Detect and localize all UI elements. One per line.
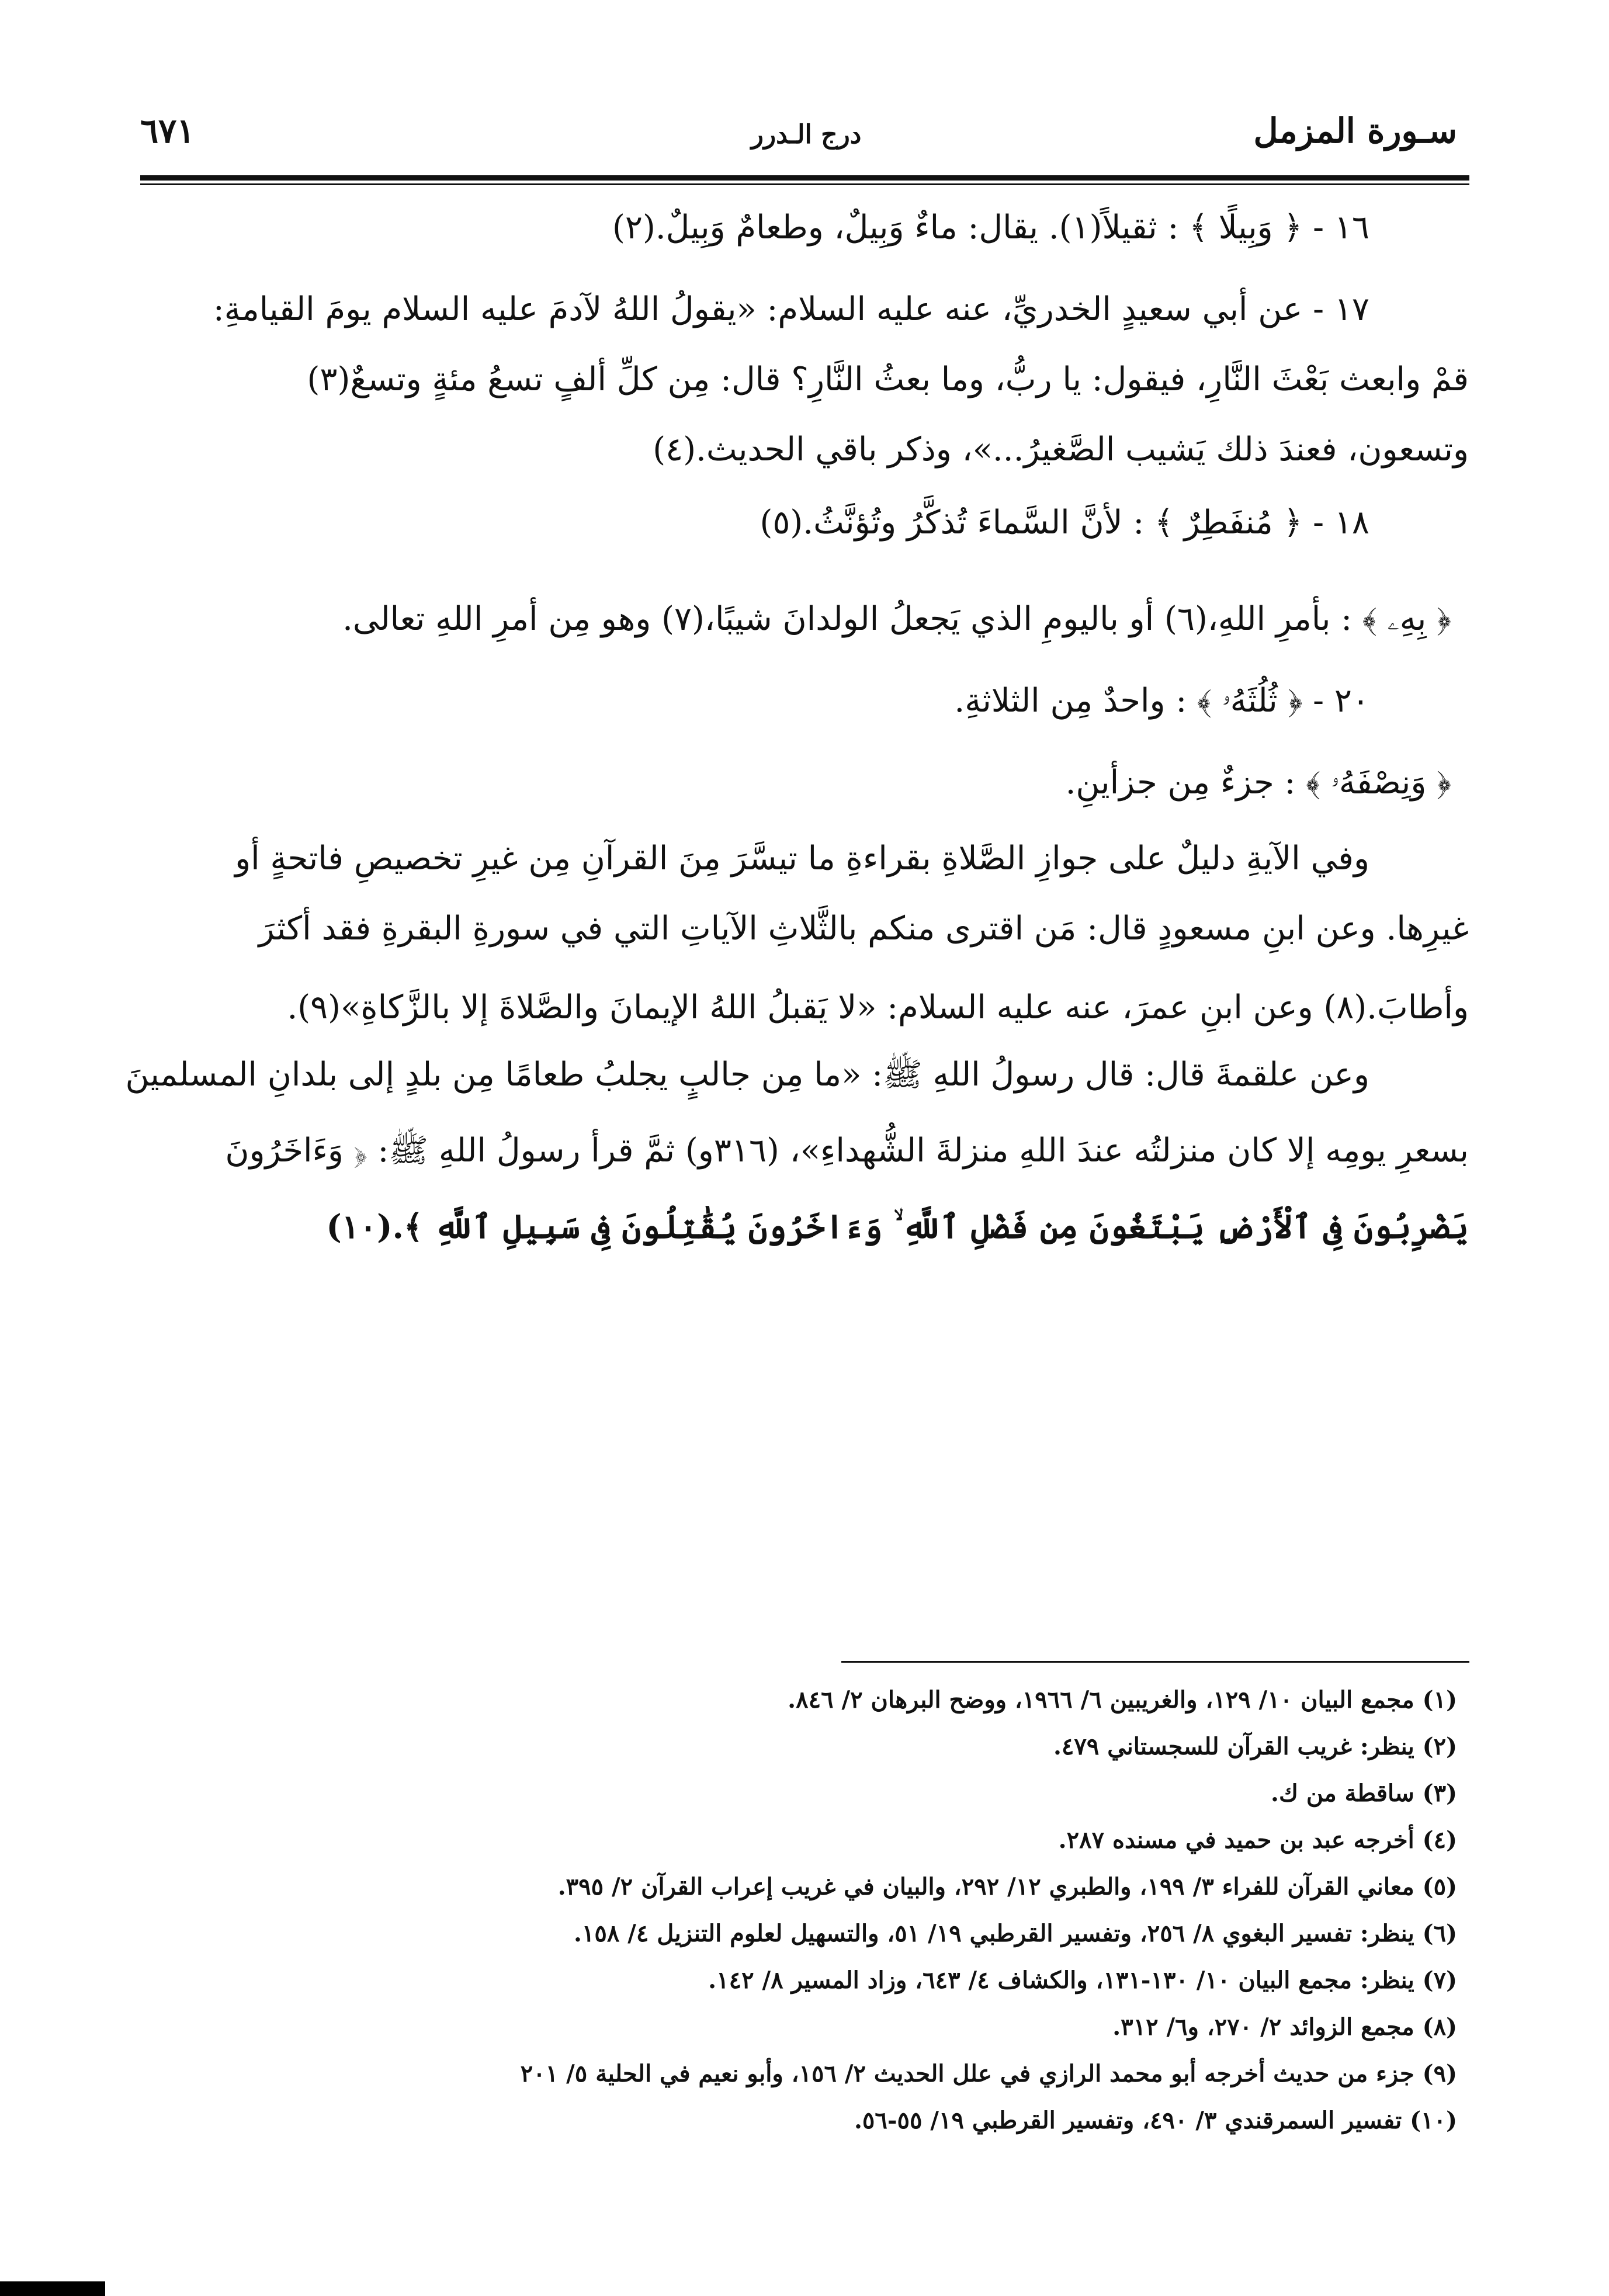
footnote: (٧) ينظر: مجمع البيان ١٠/ ١٣٠-١٣١، والكشاف ٤/ ٦٤٣، وزاد المسير ٨/ ١٤٢. [708, 1966, 1457, 1994]
surah-title: سـورة المزمل [1253, 111, 1457, 151]
body-line: بسعرِ يومِه إلا كان منزلتُه عندَ اللهِ منزلةَ الشُّهداءِ»، (٣١٦و) ثمَّ قرأ رسولُ اللهِ ﷺ: ﴿ وَءَاخَرُونَ [225, 1132, 1469, 1170]
footnote: (٣) ساقطة من ك. [1271, 1780, 1457, 1807]
body-line: ﴿ بِهِۦ ﴾ : بأمرِ اللهِ،(٦) أو باليومِ الذي يَجعلُ الولدانَ شيبًا،(٧) وهو مِن أمرِ اللهِ تعالى. [342, 600, 1451, 638]
footnote-separator [841, 1661, 1469, 1663]
footnote: (٦) ينظر: تفسير البغوي ٨/ ٢٥٦، وتفسير القرطبي ١٩/ ٥١، والتسهيل لعلوم التنزيل ٤/ ١٥٨. [573, 1920, 1457, 1947]
body-line: ٢٠ - ﴿ ثُلُثَهُۥ ﴾ : واحدٌ مِن الثلاثةِ. [954, 682, 1369, 720]
body-line: ١٧ - عن أبي سعيدٍ الخدريِّ، عنه عليه السلام: «يقولُ اللهُ لآدمَ عليه السلام يومَ القيامةِ: [213, 290, 1369, 328]
body-line: ١٦ - ﴿ وَبِيلًا ﴾ : ثقيلاً(١). يقال: ماءٌ وَبِيلٌ، وطعامٌ وَبِيلٌ.(٢) [612, 209, 1369, 247]
body-line: وفي الآيةِ دليلٌ على جوازِ الصَّلاةِ بقراءةِ ما تيسَّرَ مِنَ القرآنِ مِن غيرِ تخصيصِ فاتحةٍ أو [235, 840, 1369, 878]
body-line: وأطابَ.(٨) وعن ابنِ عمرَ، عنه عليه السلام: «لا يَقبلُ اللهُ الإيمانَ والصَّلاةَ إلا بالزَّكاةِ»(٩). [287, 989, 1469, 1026]
footnote: (١٠) تفسير السمرقندي ٣/ ٤٩٠، وتفسير القرطبي ١٩/ ٥٥-٥٦. [854, 2107, 1457, 2134]
body-line: وعن علقمةَ قال: قال رسولُ اللهِ ﷺ: «ما مِن جالبٍ يجلبُ طعامًا مِن بلدٍ إلى بلدانِ المسلمينَ [125, 1056, 1369, 1094]
footnote: (١) مجمع البيان ١٠/ ١٢٩، والغريبين ٦/ ١٩٦٦، ووضح البرهان ٢/ ٨٤٦. [788, 1686, 1457, 1714]
body-line: ١٨ - ﴿ مُنفَطِرٌ ﴾ : لأنَّ السَّماءَ تُذكَّرُ وتُؤنَّثُ.(٥) [760, 504, 1369, 542]
footnote: (٩) جزء من حديث أخرجه أبو محمد الرازي في علل الحديث ٢/ ١٥٦، وأبو نعيم في الحلية ٥/ ٢٠١ [520, 2060, 1457, 2087]
footnote: (٤) أخرجه عبد بن حميد في مسنده ٢٨٧. [1058, 1826, 1457, 1854]
header-rule-thick [140, 175, 1469, 181]
scan-edge-mark [0, 2281, 105, 2296]
footnote: (٥) معاني القرآن للفراء ٣/ ١٩٩، والطبري ١٢/ ٢٩٢، والبيان في غريب إعراب القرآن ٢/ ٣٩٥. [557, 1873, 1457, 1900]
body-line: ﴿ وَنِصْفَهُۥ ﴾ : جزءٌ مِن جزأينِ. [1065, 764, 1451, 802]
header-rule-thin [140, 183, 1469, 185]
body-line: وتسعون، فعندَ ذلك يَشيب الصَّغيرُ...»، وذكر باقي الحديث.(٤) [653, 431, 1469, 469]
footnote: (٢) ينظر: غريب القرآن للسجستاني ٤٧٩. [1053, 1733, 1457, 1760]
book-title: درج الـدرر [751, 120, 862, 150]
footnote: (٨) مجمع الزوائد ٢/ ٢٧٠، و٦/ ٣١٢. [1112, 2013, 1457, 2041]
page-number: ٦٧١ [140, 111, 195, 151]
quran-verse-line: يَضْرِبُونَ فِى ٱلْأَرْضِ يَبْتَغُونَ مِن فَضْلِ ٱللَّهِ ۙ وَءَاخَرُونَ يُقَٰتِلُونَ فِى سَبِيلِ ٱللَّهِ ﴾.(١٠) [326, 1208, 1469, 1246]
body-line: قمْ وابعث بَعْثَ النَّارِ، فيقول: يا ربُّ، وما بعثُ النَّارِ؟ قال: مِن كلِّ ألفٍ تسعُ مئةٍ وتسعٌ(٣) [307, 360, 1469, 398]
body-line: غيرِها. وعن ابنِ مسعودٍ قال: مَن اقترى منكم بالثَّلاثِ الآياتِ التي في سورةِ البقرةِ فقد أكثرَ [258, 910, 1469, 948]
